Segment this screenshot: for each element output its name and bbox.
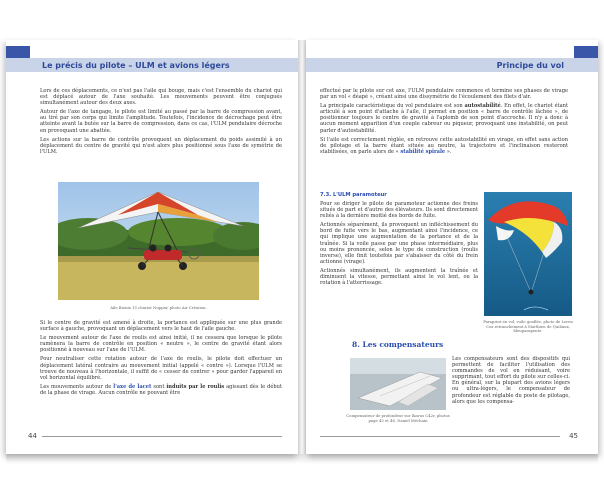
book-spread [6, 40, 598, 460]
photo-caption: Aile Bionix 15 chariot Nuppar, photo Air Création. [110, 305, 207, 310]
paragraph [320, 103, 568, 133]
running-header: Le précis du pilote – ULM et avions légers [42, 61, 230, 70]
page-number: 44 [28, 432, 37, 440]
term-link[interactable]: l'axe de lacet [113, 383, 152, 390]
page-number: 45 [569, 432, 578, 440]
paragraph: Lors de ces déplacements, ce n'est pas l'aile qui bouge, mais c'est l'ensemble du chariot qui est déplacé autour de l'axe souhaité. Les mouvements peuvent être conjugués simultanément autour des deux axes. [40, 88, 282, 107]
text-column-bottom [40, 320, 282, 399]
photo-caption: Paraprint en vol, voile gonflée, photo de Loren Cox retranchement à Matthieu de Quiliaux, bleuparapente. [483, 319, 573, 334]
paragraph: Les compensateurs sont des dispositifs qui permettent de faciliter l'utilisation des commandes de vol en réduisant, voire supprimant, tout effort du pilote sur celles-ci. En général, sur la plupart des avions légers ou ultra-légers, le compensateur de profondeur est réglable du poste de pilotage, alors que les compensa- [452, 356, 570, 405]
paragraph: effectué par le pilote sur cet axe, l'ULM pendulaire commence et termine ses phases de virage par un vol « déapé », créant ainsi une dissymétrie de l'écoulement des filets d'air. [320, 88, 568, 101]
text-run: ». [445, 148, 452, 155]
text-run: sont [151, 383, 167, 390]
text-column-compensators [452, 356, 570, 408]
paraglider-photo [484, 192, 572, 316]
compensator-photo [350, 358, 446, 410]
term-link[interactable]: stabilité spirale [400, 148, 446, 155]
microlight-illustration [58, 182, 259, 300]
text-run: agissant dès le début de la phase de virage. Aucun contrôle ne pouvant être [40, 383, 283, 396]
text-column-top [320, 88, 568, 158]
subsection-heading: 7.3. L'ULM paramoteur [320, 192, 387, 198]
paragraph: Autour de l'axe de tangage, le pilote est limité au passé par la barre de compression avant, au tiré par son corps qui limite l'amplitude. Toutefois, l'incidence de décrochage peut être atteinte avant la butée sur la barre de compression, dans ce cas, l'ULM pendulaire décroche en provoquant une abattée. [40, 109, 282, 134]
book-shadow [6, 454, 598, 464]
footer-rule [42, 436, 282, 437]
book-gutter [298, 40, 306, 454]
text-run: La principale caractéristique du vol pendulaire est son [320, 103, 465, 110]
paraglider-illustration [484, 192, 572, 316]
microlight-photo [58, 182, 259, 300]
text-column-top [40, 88, 282, 158]
paragraph: Actionnés séparément, ils provoquent un infléchissement du bord de fuite vers le bas, augmentant ainsi l'incidence, ce qui implique une augmentation de la portance et de la traînée. Si la voile passe par une phase intermédiaire, plus ou moins prononcée, selon le type de construction (roulis inverse), elle finit toutefois par s'abaisser du côté du frein actionné (virage). [320, 222, 478, 265]
bold-term: autostabilité [464, 103, 501, 110]
paragraph: Actionnés simultanément, ils augmentent la traînée et diminuent la vitesse, permettant ainsi le vol lent, ou la rotation à l'atterrissage. [320, 267, 478, 287]
paragraph [320, 137, 568, 155]
paragraph: Si le centre de gravité est amené à droite, la portance est appliquée sur une plus grande surface à gauche, provoquant un déplacement vers le haut de l'aile gauche. [40, 320, 282, 333]
text-column-narrow [320, 201, 478, 289]
bold-term: induits par le roulis [166, 383, 225, 390]
paragraph: Pour se diriger le pilote de paramoteur actionne des freins situés de part et d'autre des élévateurs. Ils sont directement reliés à la dernière moitié des bords de fuite. [320, 201, 478, 220]
paragraph: Pour neutraliser cette rotation autour de l'axe de roulis, le pilote doit effectuer un déplacement latéral contraire au mouvement initial (appelé « contre »). Lorsque l'ULM se trouve de nouveau à l'horizontale, il suffit de « cesser de contrer » pour garder l'appareil en vol horizontal équilibré. [40, 356, 282, 381]
running-header: Principe du vol [496, 61, 564, 70]
paragraph: Les actions sur la barre de contrôle provoquent un déplacement du poids assimilé à un déplacement du centre de gravité qui n'est alors plus positionné sous l'axe de symétrie de l'ULM. [40, 136, 282, 155]
text-run: Les mouvements autour de [40, 383, 114, 390]
right-page [306, 40, 598, 454]
paragraph [40, 384, 282, 396]
left-page [6, 40, 298, 454]
paragraph: Le mouvement autour de l'axe de roulis est ainsi initié, il ne cessera que lorsque le pilote ramènera la barre de contrôle en position « neutre », le centre de gravité étant alors positionné à nouveau sur l'axe de l'ULM. [40, 335, 282, 354]
text-run: . En effet, le chariot étant articulé à son point d'attache à l'aile, il permet en position « barre de contrôle lâchée », de positionner toujours le centre de gravité à l'aplomb de son point d'accroche. Il n'y a donc à aucun moment apparition d'un couple cabreur ou piqueur, provoquant une instabilité, on peut parler d'autostabilité. [320, 103, 568, 134]
photo-caption: Compensateur de profondeur sur Ikarus C42r, photos page 45 et 46, Daniel Méchain [346, 413, 450, 423]
compensator-illustration [350, 358, 446, 410]
text-run: Si l'aile est correctement réglée, en retrouve cette autostabilité en virage, en effet sans action de pilotage et la barre étant située au neutre, la trajectoire et l'inclinaison resteront stabilisées, on parle alors de « [320, 136, 568, 155]
footer-rule [320, 436, 560, 437]
section-heading: 8. Les compensateurs [352, 340, 444, 349]
